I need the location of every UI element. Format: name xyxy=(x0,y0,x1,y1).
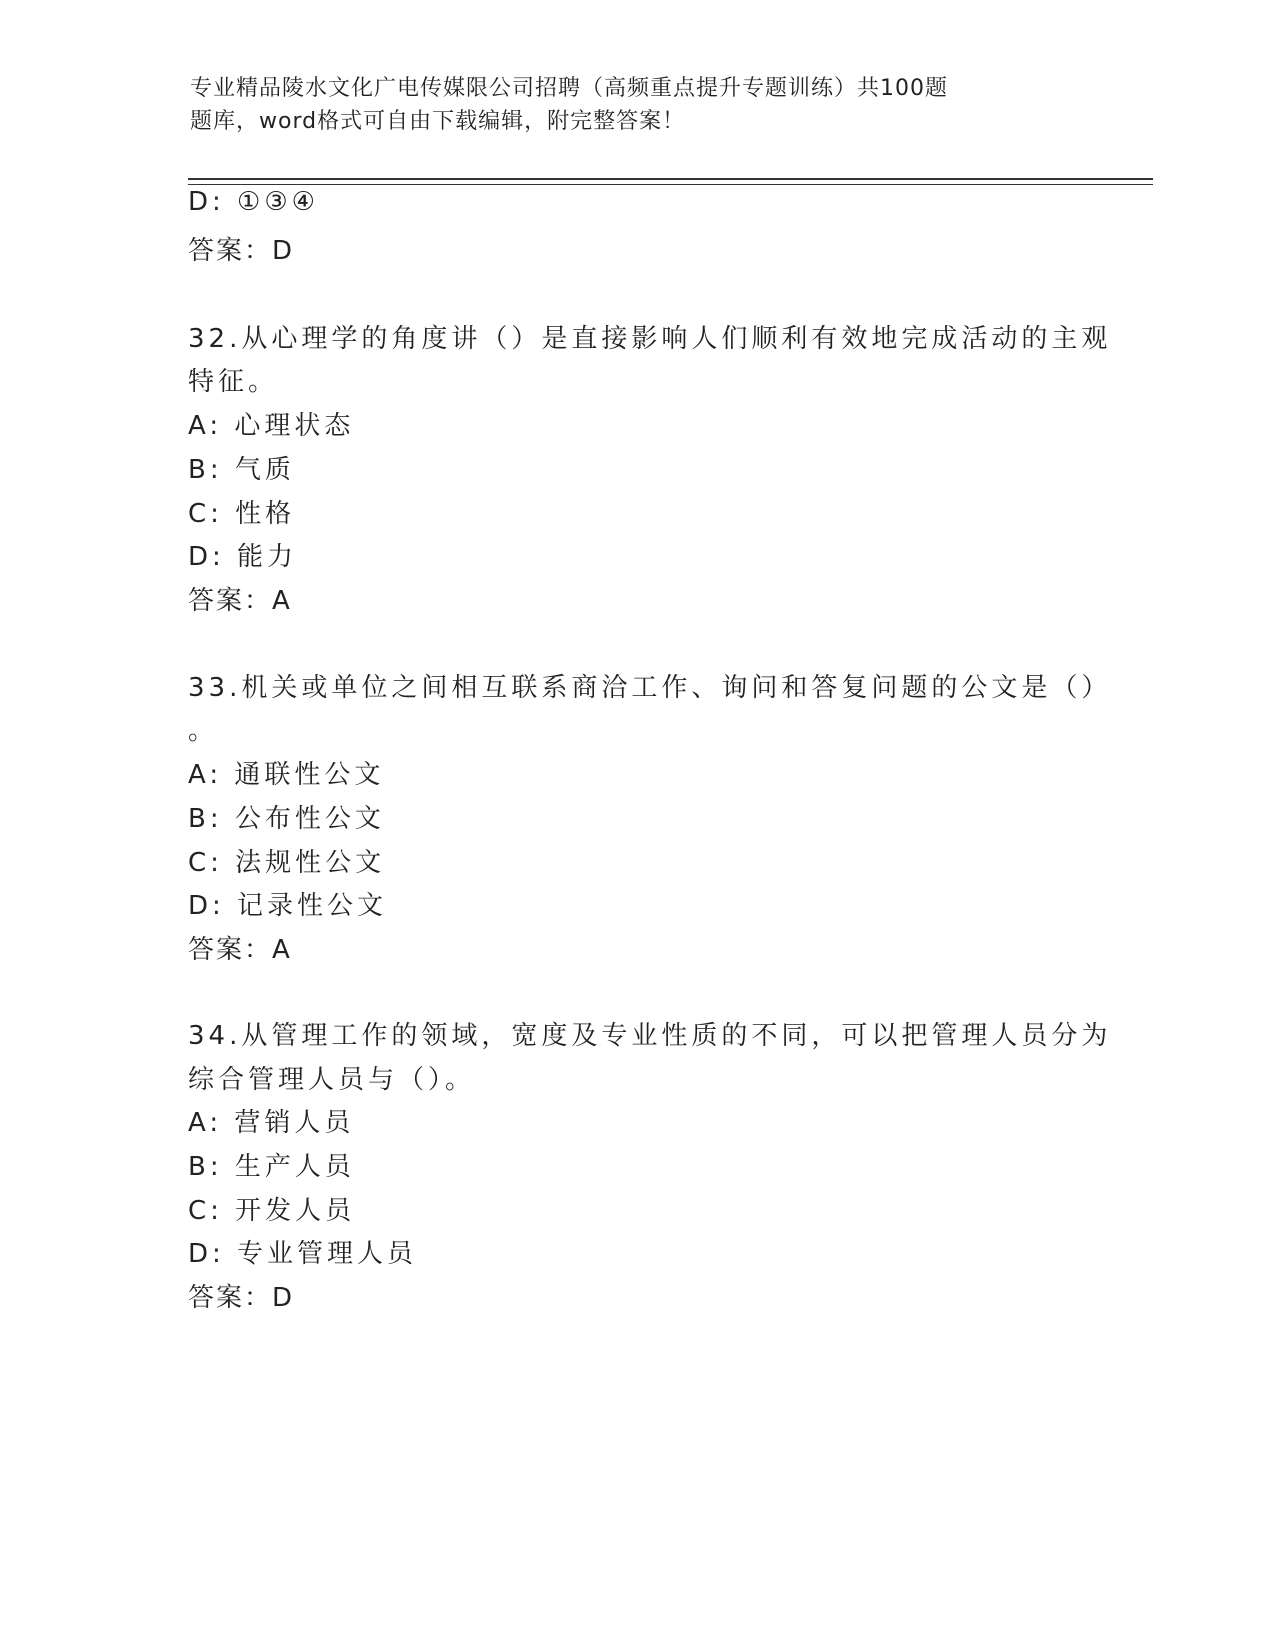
prev-option-d: D: ①③④ xyxy=(188,187,319,217)
q33-stem-line-1: 33.机关或单位之间相互联系商洽工作、询问和答复问题的公文是（） xyxy=(188,673,1112,703)
q32-stem-line-1: 32.从心理学的角度讲（）是直接影响人们顺利有效地完成活动的主观 xyxy=(188,324,1112,354)
q33-option-a: A: 通联性公文 xyxy=(188,760,385,790)
header-title-line-2: 题库，word格式可自由下载编辑，附完整答案！ xyxy=(190,109,686,134)
header-title-line-1: 专业精品陵水文化广电传媒限公司招聘（高频重点提升专题训练）共100题 xyxy=(190,76,948,101)
q34-stem-line-1: 34.从管理工作的领域，宽度及专业性质的不同，可以把管理人员分为 xyxy=(188,1021,1112,1051)
q33-answer: 答案：A xyxy=(188,935,292,965)
q34-answer: 答案：D xyxy=(188,1283,295,1313)
q34-stem-line-2: 综合管理人员与（）。 xyxy=(188,1065,476,1095)
q34-option-d: D: 专业管理人员 xyxy=(188,1239,418,1269)
q33-option-d: D: 记录性公文 xyxy=(188,891,388,921)
q32-option-a: A: 心理状态 xyxy=(188,411,355,441)
page-header xyxy=(190,72,1030,138)
q34-option-a: A: 营销人员 xyxy=(188,1108,355,1138)
header-divider xyxy=(188,178,1153,185)
prev-answer: 答案：D xyxy=(188,236,295,266)
q33-option-b: B: 公布性公文 xyxy=(188,804,385,834)
q32-option-d: D: 能力 xyxy=(188,542,298,572)
q34-option-c: C: 开发人员 xyxy=(188,1196,356,1226)
q33-stem-line-2: 。 xyxy=(188,716,219,746)
q32-stem-line-2: 特征。 xyxy=(188,367,279,397)
q33-option-c: C: 法规性公文 xyxy=(188,848,386,878)
q32-option-c: C: 性格 xyxy=(188,499,296,529)
q34-option-b: B: 生产人员 xyxy=(188,1152,355,1182)
q32-option-b: B: 气质 xyxy=(188,455,295,485)
q32-answer: 答案：A xyxy=(188,586,292,616)
